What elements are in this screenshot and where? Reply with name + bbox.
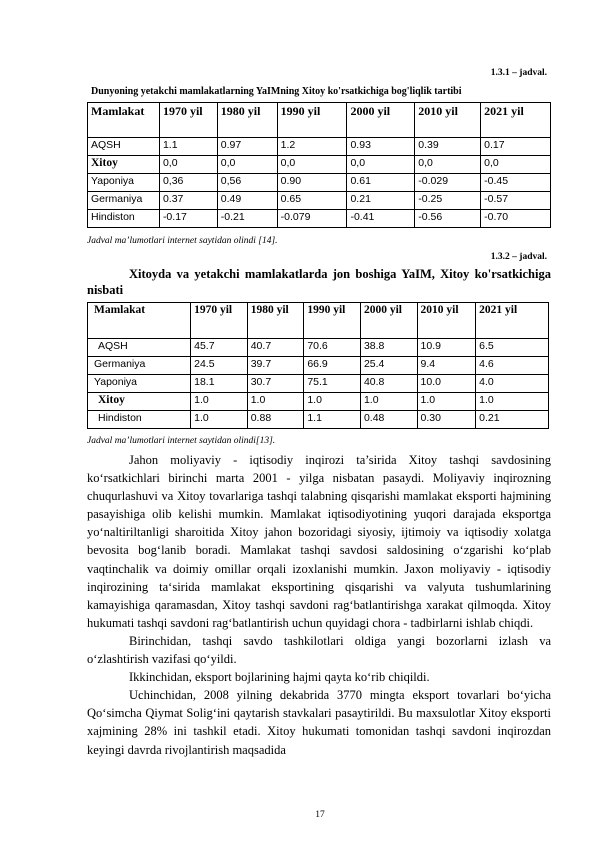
table-cell: -0.079 bbox=[277, 210, 347, 228]
table1-header-cell: 2021 yil bbox=[481, 103, 551, 138]
table-cell: 0.30 bbox=[417, 411, 476, 429]
table-cell: Xitoy bbox=[88, 393, 191, 411]
paragraph: Uchinchidan, 2008 yilning dekabrida 3770 mingta eksport tovarlari bo‘yicha Qo‘simcha Qiymat Solig‘ini qaytarish stavkalari pasaytirildi. Bu maxsulotlar Xitoy eksporti xajmining 28% ini tashkil etadi. Xitoy hukumati tomonidan tashqi savdoni inqirozdan keyingi davrda rivojlantirish maqsadida bbox=[87, 688, 551, 757]
table-cell: Yaponiya bbox=[88, 174, 160, 192]
table-cell: 0.65 bbox=[277, 192, 347, 210]
table-cell: 45.7 bbox=[191, 339, 248, 357]
table-cell: 0.88 bbox=[247, 411, 304, 429]
table-cell: -0.56 bbox=[415, 210, 481, 228]
table-cell: 10.0 bbox=[417, 375, 476, 393]
table2-header-cell: 1980 yil bbox=[247, 303, 304, 339]
table-row bbox=[88, 339, 549, 357]
table-cell: 0,0 bbox=[159, 156, 217, 174]
body-text bbox=[87, 451, 551, 759]
table-cell: 1.0 bbox=[191, 393, 248, 411]
table-cell: 0.61 bbox=[347, 174, 415, 192]
table-cell: -0.25 bbox=[415, 192, 481, 210]
table2-header-cell: 2010 yil bbox=[417, 303, 476, 339]
table-cell: 10.9 bbox=[417, 339, 476, 357]
table-cell: Hindiston bbox=[88, 411, 191, 429]
table-cell: 0.49 bbox=[217, 192, 277, 210]
table1-label: 1.3.1 – jadval. bbox=[490, 68, 547, 78]
table-cell: 0,0 bbox=[217, 156, 277, 174]
table-row bbox=[88, 138, 551, 156]
table1-header-row bbox=[88, 103, 551, 138]
table2-label: 1.3.2 – jadval. bbox=[490, 252, 547, 262]
table-cell: 1.1 bbox=[304, 411, 361, 429]
table-cell: 0.21 bbox=[347, 192, 415, 210]
table-cell: 0.21 bbox=[476, 411, 549, 429]
table-cell: 1.1 bbox=[159, 138, 217, 156]
table-cell: 0,0 bbox=[481, 156, 551, 174]
table-cell: 0.17 bbox=[481, 138, 551, 156]
table-cell: -0.57 bbox=[481, 192, 551, 210]
table-cell: 0.39 bbox=[415, 138, 481, 156]
table-cell: 75.1 bbox=[304, 375, 361, 393]
table-row bbox=[88, 156, 551, 174]
paragraph: Jahon moliyaviy - iqtisodiy inqirozi ta’sirida Xitoy tashqi savdosining ko‘rsatkichlari birinchi marta 2001 - yilga nisbatan pasaydi. Moliyaviy inqirozning chuqurlashuvi va Xitoy tovarlariga tashqi talabning qisqarishi mamlakat eksporti hajmining pasayishiga olib kelishi mumkin. Mamlakat iqtisodiyotining yuqori darajada eksportga yo‘naltiriltanligi sharoitida Xitoy jahon bozoridagi siyosiy, ijtimoiy va iqtisodiy xolatga bevosita bog‘lanib boradi. Mamlakat tashqi savdosi saldosining o‘zgarishi ko‘plab vaqtinchalik va doimiy omillar orqali izoxlanishi mumkin. Jaxon moliyaviy - iqtisodiy inqirozining ta‘sirida mamlakat eksportining qisqarishi va valyuta tushumlarining kamayishiga qaramasdan, Xitoy tashqi savdoni rag‘batlantirishga xarakat qilmoqda. Xitoy hukumati tashqi savdoni rag‘batlantirish uchun quyidagi chora - tadbirlarni ishlab chiqdi. bbox=[87, 453, 551, 630]
table-cell: Hindiston bbox=[88, 210, 160, 228]
table2-header-cell: Mamlakat bbox=[88, 303, 191, 339]
table-cell: 18.1 bbox=[191, 375, 248, 393]
table-cell: 0,0 bbox=[347, 156, 415, 174]
table-cell: AQSH bbox=[88, 138, 160, 156]
table-cell: 40.7 bbox=[247, 339, 304, 357]
table2-header-cell: 1990 yil bbox=[304, 303, 361, 339]
table-row bbox=[88, 357, 549, 375]
table1-source: Jadval ma’lumotlari internet saytidan olindi [14]. bbox=[87, 236, 278, 246]
table-cell: 1.0 bbox=[476, 393, 549, 411]
table2-title: Xitoyda va yetakchi mamlakatlarda jon boshiga YaIM, Xitoy ko'rsatkichiga nisbati bbox=[87, 267, 551, 297]
table-cell: AQSH bbox=[88, 339, 191, 357]
table1-header-cell: 1990 yil bbox=[277, 103, 347, 138]
table2 bbox=[87, 302, 549, 429]
table-cell: 39.7 bbox=[247, 357, 304, 375]
table-row bbox=[88, 210, 551, 228]
table-cell: -0.70 bbox=[481, 210, 551, 228]
table2-header-cell: 1970 yil bbox=[191, 303, 248, 339]
table-cell: -0.17 bbox=[159, 210, 217, 228]
table-cell: 9.4 bbox=[417, 357, 476, 375]
table-row bbox=[88, 174, 551, 192]
table-cell: 0.48 bbox=[360, 411, 417, 429]
table-cell: 1.0 bbox=[191, 411, 248, 429]
table-cell: 0,56 bbox=[217, 174, 277, 192]
table-cell: 1.0 bbox=[360, 393, 417, 411]
table-cell: 6.5 bbox=[476, 339, 549, 357]
table1-header-cell: 1980 yil bbox=[217, 103, 277, 138]
table1-header-cell: Mamlakat bbox=[88, 103, 160, 138]
table-cell: 0.37 bbox=[159, 192, 217, 210]
table-cell: 0.97 bbox=[217, 138, 277, 156]
table-cell: 4.6 bbox=[476, 357, 549, 375]
table-cell: 0,0 bbox=[415, 156, 481, 174]
table1-header-cell: 1970 yil bbox=[159, 103, 217, 138]
table-cell: Xitoy bbox=[88, 156, 160, 174]
table-cell: Yaponiya bbox=[88, 375, 191, 393]
table2-header-cell: 2000 yil bbox=[360, 303, 417, 339]
table-cell: 70.6 bbox=[304, 339, 361, 357]
table-row bbox=[88, 393, 549, 411]
table-cell: -0.029 bbox=[415, 174, 481, 192]
table-cell: 1.2 bbox=[277, 138, 347, 156]
table-cell: 0,36 bbox=[159, 174, 217, 192]
table2-source: Jadval ma’lumotlari internet saytidan olindi[13]. bbox=[87, 436, 276, 446]
table-cell: 0,0 bbox=[277, 156, 347, 174]
paragraph: Birinchidan, tashqi savdo tashkilotlari oldiga yangi bozorlarni izlash va o‘zlashtirish vazifasi qo‘yildi. bbox=[87, 633, 551, 667]
table2-header-row bbox=[88, 303, 549, 339]
table-cell: 0.93 bbox=[347, 138, 415, 156]
table-cell: 30.7 bbox=[247, 375, 304, 393]
table-cell: 66.9 bbox=[304, 357, 361, 375]
table-row bbox=[88, 375, 549, 393]
table-cell: 1.0 bbox=[304, 393, 361, 411]
table-cell: 4.0 bbox=[476, 375, 549, 393]
table-row bbox=[88, 192, 551, 210]
table-cell: 38.8 bbox=[360, 339, 417, 357]
table1-header-cell: 2000 yil bbox=[347, 103, 415, 138]
page-number: 17 bbox=[315, 810, 325, 820]
table-cell: Germaniya bbox=[88, 357, 191, 375]
table-cell: -0.45 bbox=[481, 174, 551, 192]
table-row bbox=[88, 411, 549, 429]
table-cell: 0.90 bbox=[277, 174, 347, 192]
table-cell: 40.8 bbox=[360, 375, 417, 393]
table-cell: 24.5 bbox=[191, 357, 248, 375]
table1-header-cell: 2010 yil bbox=[415, 103, 481, 138]
table1-title: Dunyoning yetakchi mamlakatlarning YaIMning Xitoy ko'rsatkichiga bog'liqlik tartibi bbox=[91, 86, 462, 97]
table-cell: 25.4 bbox=[360, 357, 417, 375]
table-cell: -0.41 bbox=[347, 210, 415, 228]
table-cell: 1.0 bbox=[247, 393, 304, 411]
paragraph: Ikkinchidan, eksport bojlarining hajmi qayta ko‘rib chiqildi. bbox=[129, 670, 430, 685]
table2-header-cell: 2021 yil bbox=[476, 303, 549, 339]
table-cell: Germaniya bbox=[88, 192, 160, 210]
table-cell: 1.0 bbox=[417, 393, 476, 411]
table-cell: -0.21 bbox=[217, 210, 277, 228]
table1 bbox=[87, 102, 551, 228]
